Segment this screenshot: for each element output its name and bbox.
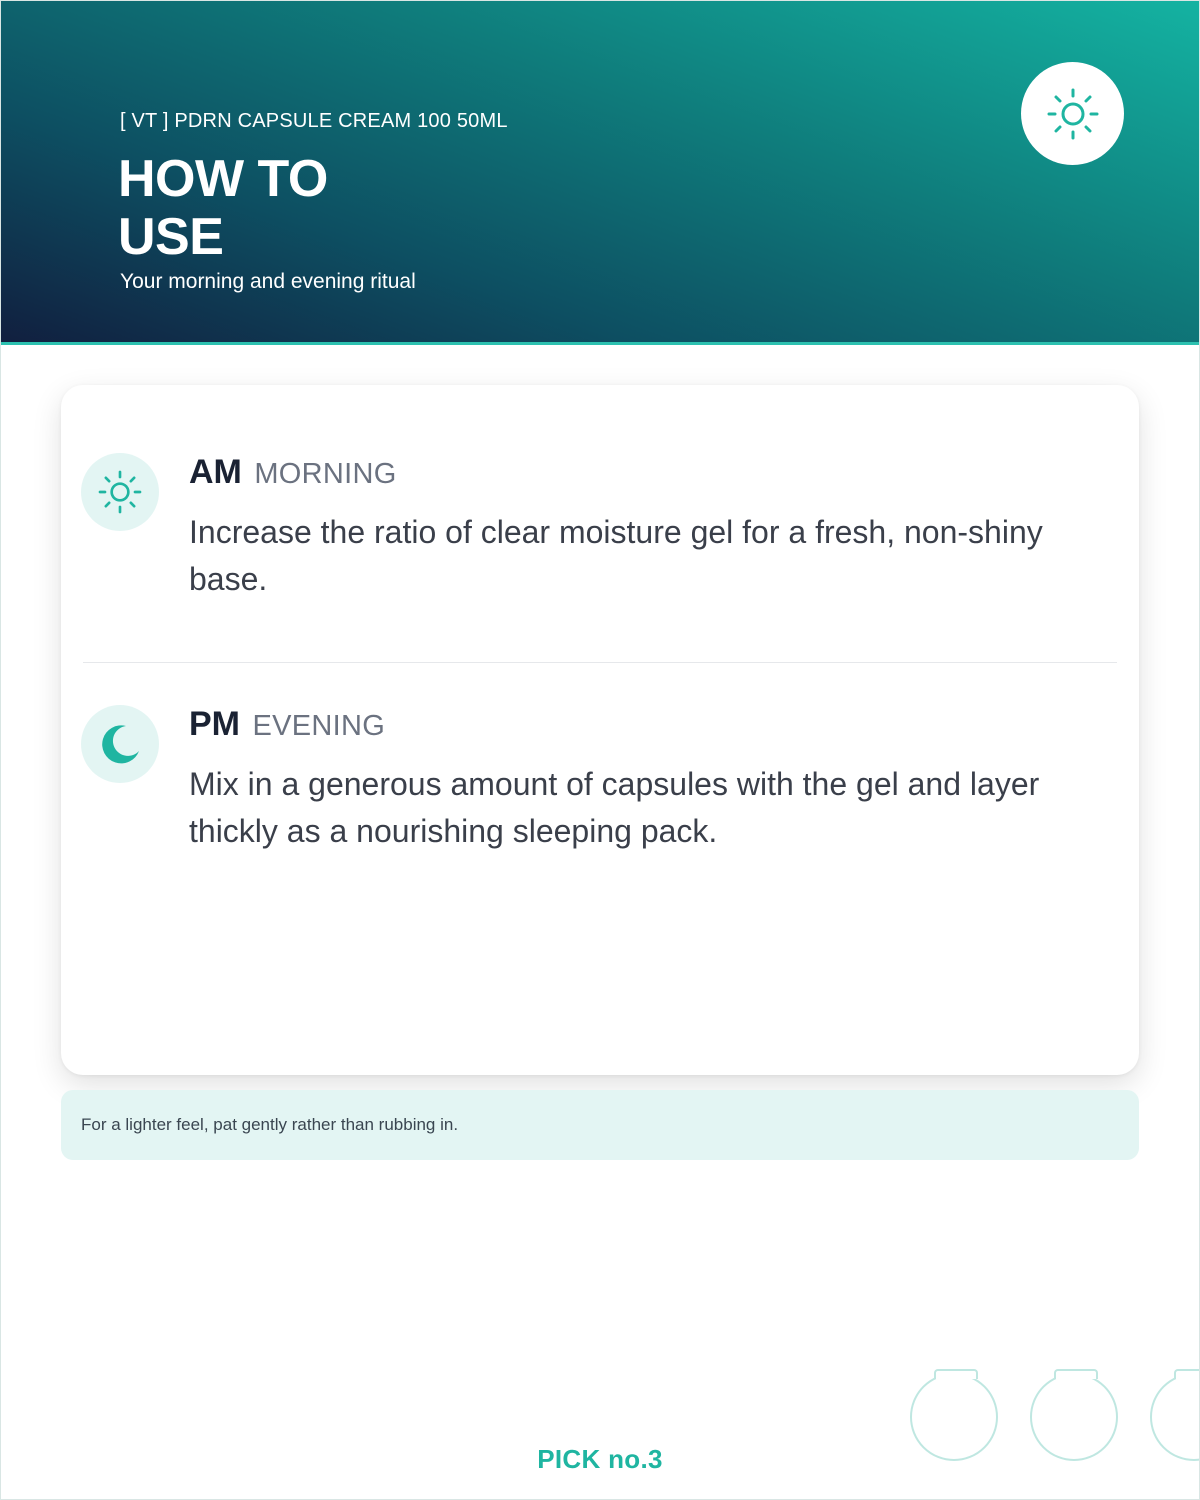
routine-divider xyxy=(83,662,1117,663)
page-title-line-1: HOW TO xyxy=(118,150,328,208)
footer-pick-label: PICK no.3 xyxy=(537,1444,663,1474)
sun-icon xyxy=(95,467,145,517)
header-banner xyxy=(0,0,1200,345)
routine-am-name: MORNING xyxy=(254,458,397,490)
routine-card xyxy=(61,385,1139,1075)
routine-am-heading xyxy=(189,453,397,492)
routine-pm-icon-badge xyxy=(81,705,159,783)
sun-icon xyxy=(1043,84,1103,144)
header-sun-badge xyxy=(1021,62,1124,165)
routine-pm-description: Mix in a generous amount of capsules with the gel and layer thickly as a nourishing sleeping pack. xyxy=(189,766,1040,849)
page-title-line-2: USE xyxy=(118,208,224,266)
page-subtitle: Your morning and evening ritual xyxy=(120,270,416,293)
page-title xyxy=(118,150,328,266)
tip-box xyxy=(61,1090,1139,1160)
routine-pm-code: PM xyxy=(189,705,240,743)
routine-am-code: AM xyxy=(189,453,242,491)
routine-am-icon-badge xyxy=(81,453,159,531)
routine-pm-heading xyxy=(189,705,385,744)
tip-text: For a lighter feel, pat gently rather than rubbing in. xyxy=(81,1115,459,1134)
product-label: [ VT ] PDRN CAPSULE CREAM 100 50ML xyxy=(120,110,508,132)
routine-pm-name: EVENING xyxy=(252,710,386,742)
routine-am-description: Increase the ratio of clear moisture gel for a fresh, non-shiny base. xyxy=(189,514,1043,597)
moon-icon xyxy=(95,719,145,769)
